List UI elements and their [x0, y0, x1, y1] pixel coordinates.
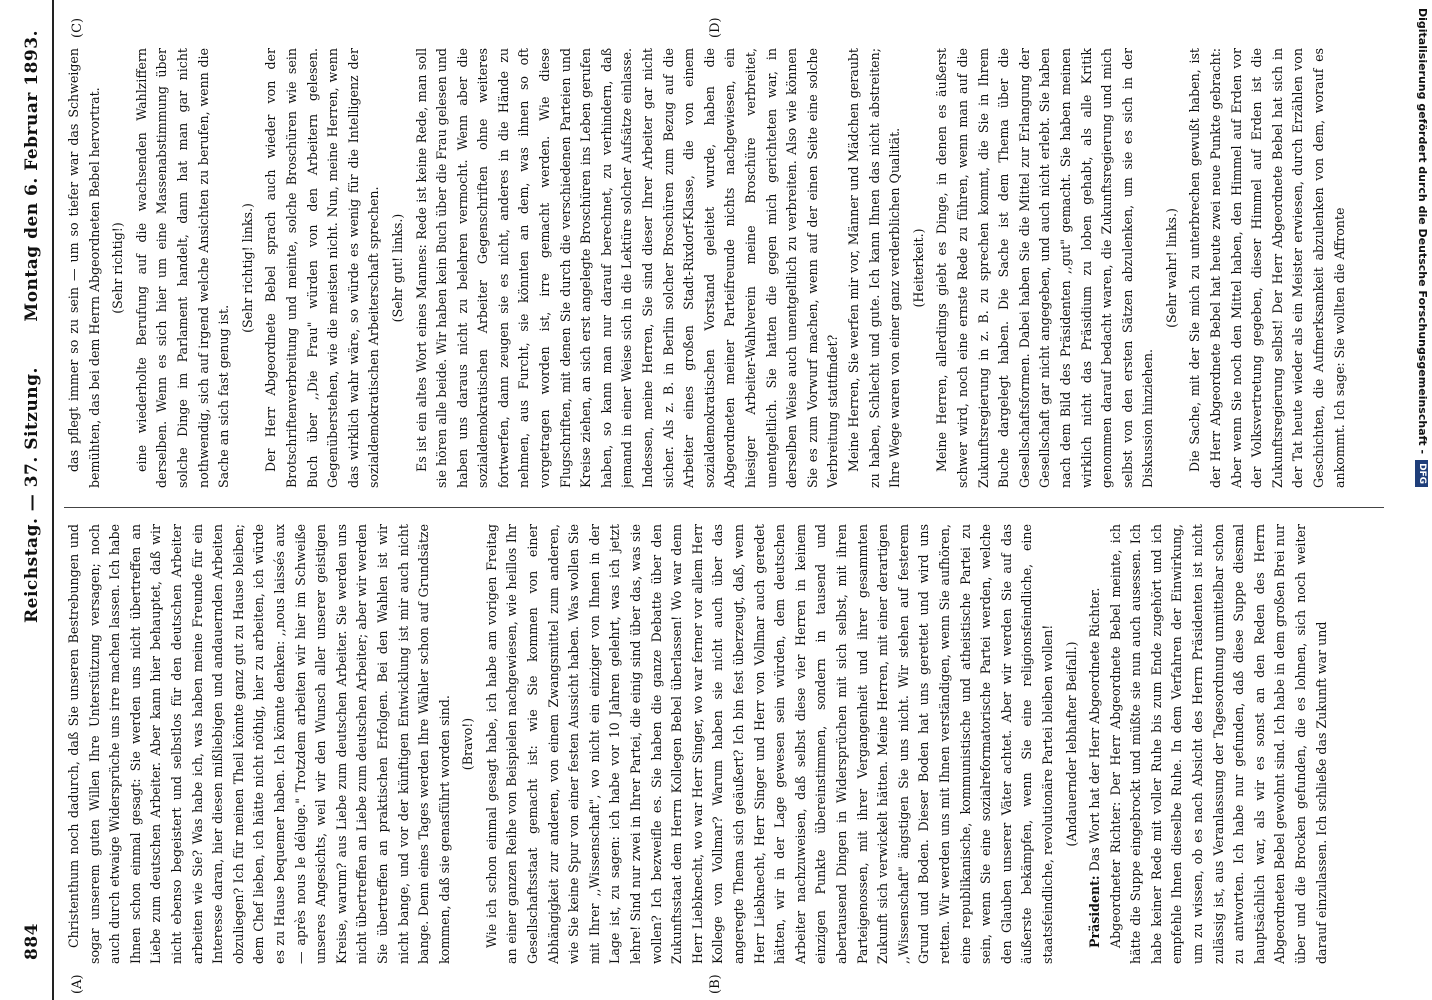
paragraph: Meine Herren, allerdings giebt es Dinge, in denen es äußerst schwer wird, noch eine ernste Rede zu führen, wenn man auf die Zukunftsregierung in z. B. zu sprechen kommt, die Sie in Ihrem Buche dargelegt haben. Die Sache ist dem Thema über die Gesellschaftsformen. Dabei haben Sie die Mittel zur Erlangung der Gesellschaft gar nicht angegeben, und auch nicht erlebt. Sie haben nach dem Bild des Präsidenten ,,gut" gemacht. Sie haben meinen wirklich nicht das Präsidium zu loben gehabt, als alle Kritik genommen darauf bedacht waren, die Zukunftsregierung und mich selbst von den ersten Sätzen abzulenken, um sie es sich in der Diskussion hinziehen. — [934, 48, 1156, 488]
paragraph: Die Sache, mit der Sie mich zu unterbrechen gewußt haben, ist der Herr Abgeordnete Bebel hat heute zwei neue Punkte gebracht: Aber wenn Sie noch den Mittel haben, den Himmel auf Erden vor der Volksvertretung gegeben, dieser Himmel auf Erden ist die Zukunftsregierung selbst! Der Herr Abgeordnete Bebel hat sich in der Tat heute wieder als ein Meister erwiesen, durch Erzählen von Geschichten, die Aufmerksamkeit abzulenken von dem, worauf es ankommt. Ich sage: Sie wollten die Affronte — [1187, 48, 1347, 488]
footer-credit — [1403, 8, 1429, 988]
paragraph: Meine Herren, Sie werfen mir vor, Männer und Mädchen geraubt zu haben, Schlecht und gute. Ich kann Ihnen das nicht abstreiten; Ihre Wege waren von einer ganz verderblichen Qualität. — [845, 48, 903, 488]
right-text-column — [64, 48, 1384, 488]
dfg-logo-icon: DFG — [1416, 460, 1429, 487]
interjection: (Sehr richtig! links.) — [239, 203, 255, 333]
column-separator — [64, 507, 1384, 508]
paragraph: Christenthum noch dadurch, daß Sie unseren Bestrebungen und sogar unserem guten Willen Ihre Unterstützung versagen; noch auch durch etwaige Widersprüche uns irre machen lassen. Ich habe Ihnen schon einmal gesagt: Sie werden uns nicht übertreffen an Liebe zum deutschen Arbeiter. Aber kann hier behauptet, daß wir nicht ebenso begeistert und selbstlos für den deutschen Arbeiter arbeiten wie Sie? Was habe ich, was haben meine Freunde für ein Interesse daran, hier diesen mißliebigen und andauernden Arbeiten obzuliegen? Ich für meinen Theil könnte ganz gut zu Hause bleiben; dem Chef lieben, ich hätte nicht nöthig, hier zu arbeiten, ich würde es zu Hause bequemer haben. Ich könnte denken: ,,nous laissés aux — après nous le déluge." Trotzdem arbeiten wir hier im Schweiße unseres Angesichts, weil wir den Wunsch aller unserer geistigen Kreise, warum? aus Liebe zum deutschen Arbeiter. Sie werden uns nicht übertreffen an Liebe zum deutschen Arbeiter; aber wir werden Sie übertreffen an praktischen Erfolgen. Bei den Wahlen ist wir nicht bange, und vor der künftigen Entwicklung ist mir auch nicht bange. Denn eines Tages werden Ihre Wähler schon auf Grundsätze kommen, daß sie genasführt worden sind. — [66, 524, 452, 964]
paragraph: Der Herr Abgeordnete Bebel sprach auch wieder von der Brotschriftenverbreitung und meinte, solche Broschüren wie sein Buch über ,,Die Frau" würden von den Arbeitern gelesen. Gegenüberstehen, wie die meisten nicht. Nun, meine Herren, wenn das wirklich wahr wäre, so würde es wenig für die Intelligenz der sozialdemokratischen Arbeiterschaft sprechen. — [263, 48, 382, 488]
paragraph: Wie ich schon einmal gesagt habe, ich habe am vorigen Freitag an einer ganzen Reihe von Beispielen nachgewiesen, wie heillos Ihr Gesellschaftsstaat gemacht ist: wie Sie kommen von einer Abhängigkeit zur anderen, von einem Zwangsmittel zum anderen, wie Sie keine Spur von einer festen Aussicht haben. Was wollen Sie mit Ihrer ,,Wissenschaft", wo nicht ein einziger von Ihnen in der Lage ist, zu sagen: ich habe vor 10 Jahren gelehrt, was ich jetzt lehre! Sind nur zwei in Ihrer Partei, die einig sind über das, was sie wollen? Ich bezweifle es. Sie haben die ganze Debatte über den Zukunftsstaat dem Herrn Kollegen Bebel überlassen! Wo war denn Herr Liebknecht, wo war Herr Singer, wo war ferner vor allem Herr Kollege von Vollmar? Warum haben sie nicht auch über das angeregte Thema sich geäußert? Ich bin fest überzeugt, daß, wenn Herr Liebknecht, Herr Singer und Herr von Vollmar auch geredet hätten, wir in der Lage gewesen sein würden, dem deutschen Arbeiter nachzuweisen, daß selbst diese vier Herren in keinem einzigen Punkte übereinstimmen, sondern in tausend und abertausend Dingen in Widersprüchen mit sich selbst, mit ihren Parteigenossen, mit ihrer Vergangenheit und ihrer gesammten Zukunft sich verwickelt hätten. Meine Herren, mit einer derartigen ,,Wissenschaft" ängstigen Sie uns nicht. Wir stehen auf festerem Grund und Boden. Dieser Boden hat uns gerettet und wird uns retten. Wir werden uns mit Ihnen verständigen, wenn Sie aufhören, eine republikanische, kommunistische und atheistische Partei zu sein, wenn Sie eine sozialreformatorische Partei werden, welche den Glauben unserer Väter achtet. Aber wir werden Sie auf das äußerste bekämpfen, wenn Sie eine religionsfeindliche, eine staatsfeindliche, revolutionäre Partei bleiben wollen! — [483, 524, 1055, 964]
page-title: Reichstag. — 37. Sitzung. — [22, 367, 42, 623]
page-header — [18, 30, 52, 960]
left-text-column — [64, 524, 1384, 964]
interjection: (Bravo!) — [460, 717, 476, 771]
interjection: (Andauernder lebhafter Beifall.) — [1063, 641, 1079, 847]
paragraph: Abgeordneter Richter: Der Herr Abgeordnete Bebel meinte, ich hätte die Suppe eingebrockt und müßte sie nun auch ausessen. Ich habe keiner Rede mit voller Ruhe bis zum Ende zugehört und ich empfehle Ihnen dieselbe Ruhe. In dem Verfahren der Einwirkung, um zu wissen, ob es nach Absicht des Herrn Präsidenten ist nicht zulässig ist, aus Veranlassung der Tagesordnung unmittelbar schon zu antworten. Ich habe nur gefunden, daß diese Suppe diesmal hauptsächlich war, als wir es sonst an den Reden des Herrn Abgeordneten Bebel gewohnt sind. Ich habe in dem großen Brei nur über und die Brocken gefunden, die es lohnen, sich noch weiter darauf einzulassen. Ich schließe das Zukunft war und — [1107, 524, 1329, 964]
interjection: (Sehr wahr! links.) — [1163, 208, 1179, 328]
interjection: (Heiterkeit.) — [910, 228, 926, 308]
digitization-footer — [1406, 0, 1432, 1000]
paragraph: das pflegt immer so zu sein — um so tiefer war das Schweigen bemühten, das bei dem Herrn Abgeordneten Bebel hervortrat. — [66, 48, 102, 488]
interjection: (Sehr gut! links.) — [389, 213, 405, 323]
paragraph-text: Das Wort hat der Herr Abgeordnete Richter. — [1087, 587, 1103, 876]
paragraph: Es ist ein altes Wort eines Mannes: Rede ist keine Rede, man soll sie hören alle beide. Wir haben kein Buch über die Frau gelesen und haben uns daraus nicht zu belehren vermocht. Wenn aber die sozialdemokratischen Arbeiter Gegenschriften ohne weiteres fortwerfen, dann zeugen sie es nicht, anderes in die Hände zu nehmen, aus Furcht, sie könnten an dem, was ihnen so oft vorgetragen worden ist, irre gemacht werden. Wie diese Flugschriften, mit denen Sie durch die verschiedenen Parteien und Kreise ziehen, an sich erst angelegte Broschüren ins Leben gerufen haben, so kann man nur darauf berechnet, zu verhindern, daß jemand in einer Weise sich in die Lektüre solcher Aufsätze einlasse. Indessen, meine Herren, Sie sind dieser Ihrer Arbeiter gar nicht sicher. Als z. B. in Berlin solcher Broschüren zum Bezug auf die Arbeiter eines großen Stadt-Rixdorf-Klasse, die von einem sozialdemokratischen Vorstand geleitet wurde, haben die Abgeordneten meiner Parteifreunde nichts nachgewiesen, ein hiesiger Arbeiter-Wahlverein meine Broschüre verbreitet, unentgeltlich. Sie hatten die gegen mich gerichteten war, in derselben Weise auch unentgeltlich zu verbreiten. Also wie können Sie es zum Vorwurf machen, wenn auf der einen Seite eine solche Verbreitung stattfindet? — [413, 48, 841, 488]
page-number: 884 — [22, 923, 42, 960]
margin-mark-a: (A) — [70, 974, 85, 994]
margin-mark-d: (D) — [708, 17, 723, 38]
footer-credit-text: Digitalisierung gefördert durch die Deutsche Forschungsgemeinschaft - — [1416, 8, 1429, 455]
session-date: Montag den 6. Februar 1893. — [22, 30, 42, 322]
interjection: (Sehr richtig!) — [110, 222, 126, 314]
margin-mark-b: (B) — [708, 974, 723, 994]
speaker-label: Präsident: — [1087, 875, 1103, 948]
paragraph — [1085, 524, 1106, 964]
paragraph: eine wiederholte Berufung auf die wachsenden Wahlziffern derselben. Wenn es sich hier um eine Massenabstimmung über solche Dinge im Parlament handelt, dann hat man gar nicht nothwendig, sich auf irgend welche Ansichten zu berufen, wenn die Sache an sich fast genug ist. — [133, 48, 232, 488]
margin-mark-c: (C) — [70, 17, 85, 38]
header-rule — [52, 0, 54, 1000]
